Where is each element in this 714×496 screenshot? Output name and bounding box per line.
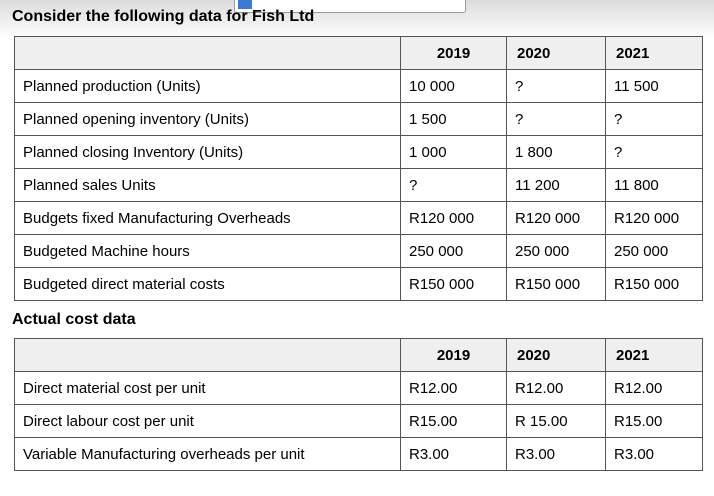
cell-value: R120 000 bbox=[401, 202, 507, 235]
cell-value: ? bbox=[507, 103, 606, 136]
cell-value: 1 000 bbox=[401, 136, 507, 169]
table-row bbox=[15, 70, 703, 103]
header-empty-cell bbox=[15, 37, 401, 70]
table-row bbox=[15, 202, 703, 235]
actual-cost-table bbox=[14, 338, 703, 471]
cell-value: R12.00 bbox=[606, 372, 703, 405]
cell-value: R15.00 bbox=[606, 405, 703, 438]
row-label: Planned opening inventory (Units) bbox=[15, 103, 401, 136]
cell-value: R3.00 bbox=[507, 438, 606, 471]
cell-value: R120 000 bbox=[507, 202, 606, 235]
cell-value: 10 000 bbox=[401, 70, 507, 103]
row-label: Variable Manufacturing overheads per unit bbox=[15, 438, 401, 471]
table-row bbox=[15, 103, 703, 136]
table-header-row bbox=[15, 339, 703, 372]
year-header: 2020 bbox=[507, 37, 606, 70]
year-header: 2019 bbox=[401, 339, 507, 372]
actual-cost-heading: Actual cost data bbox=[12, 311, 136, 328]
table-row bbox=[15, 438, 703, 471]
cell-value: 11 200 bbox=[507, 169, 606, 202]
page-heading: Consider the following data for Fish Ltd bbox=[12, 8, 315, 25]
header-empty-cell bbox=[15, 339, 401, 372]
cell-value: R150 000 bbox=[507, 268, 606, 301]
cell-value: ? bbox=[606, 103, 703, 136]
year-header: 2021 bbox=[606, 339, 703, 372]
cell-value: R120 000 bbox=[606, 202, 703, 235]
year-header: 2021 bbox=[606, 37, 703, 70]
table-row bbox=[15, 268, 703, 301]
cell-value: 250 000 bbox=[606, 235, 703, 268]
cell-value: ? bbox=[401, 169, 507, 202]
cell-value: 11 800 bbox=[606, 169, 703, 202]
row-label: Budgeted direct material costs bbox=[15, 268, 401, 301]
table-row bbox=[15, 136, 703, 169]
row-label: Budgeted Machine hours bbox=[15, 235, 401, 268]
row-label: Budgets fixed Manufacturing Overheads bbox=[15, 202, 401, 235]
cell-value: R12.00 bbox=[507, 372, 606, 405]
cell-value: 1 800 bbox=[507, 136, 606, 169]
cell-value: R12.00 bbox=[401, 372, 507, 405]
table-header-row bbox=[15, 37, 703, 70]
cell-value: ? bbox=[606, 136, 703, 169]
cell-value: 250 000 bbox=[401, 235, 507, 268]
table-row bbox=[15, 372, 703, 405]
row-label: Direct labour cost per unit bbox=[15, 405, 401, 438]
cell-value: 11 500 bbox=[606, 70, 703, 103]
cell-value: R3.00 bbox=[401, 438, 507, 471]
cell-value: R 15.00 bbox=[507, 405, 606, 438]
table-row bbox=[15, 235, 703, 268]
cell-value: R15.00 bbox=[401, 405, 507, 438]
year-header: 2020 bbox=[507, 339, 606, 372]
row-label: Planned production (Units) bbox=[15, 70, 401, 103]
row-label: Planned closing Inventory (Units) bbox=[15, 136, 401, 169]
cell-value: 1 500 bbox=[401, 103, 507, 136]
budget-table bbox=[14, 36, 703, 301]
row-label: Planned sales Units bbox=[15, 169, 401, 202]
cell-value: R3.00 bbox=[606, 438, 703, 471]
cell-value: R150 000 bbox=[401, 268, 507, 301]
cell-value: ? bbox=[507, 70, 606, 103]
year-header: 2019 bbox=[401, 37, 507, 70]
table-row bbox=[15, 169, 703, 202]
cell-value: R150 000 bbox=[606, 268, 703, 301]
cell-value: 250 000 bbox=[507, 235, 606, 268]
table-row bbox=[15, 405, 703, 438]
row-label: Direct material cost per unit bbox=[15, 372, 401, 405]
